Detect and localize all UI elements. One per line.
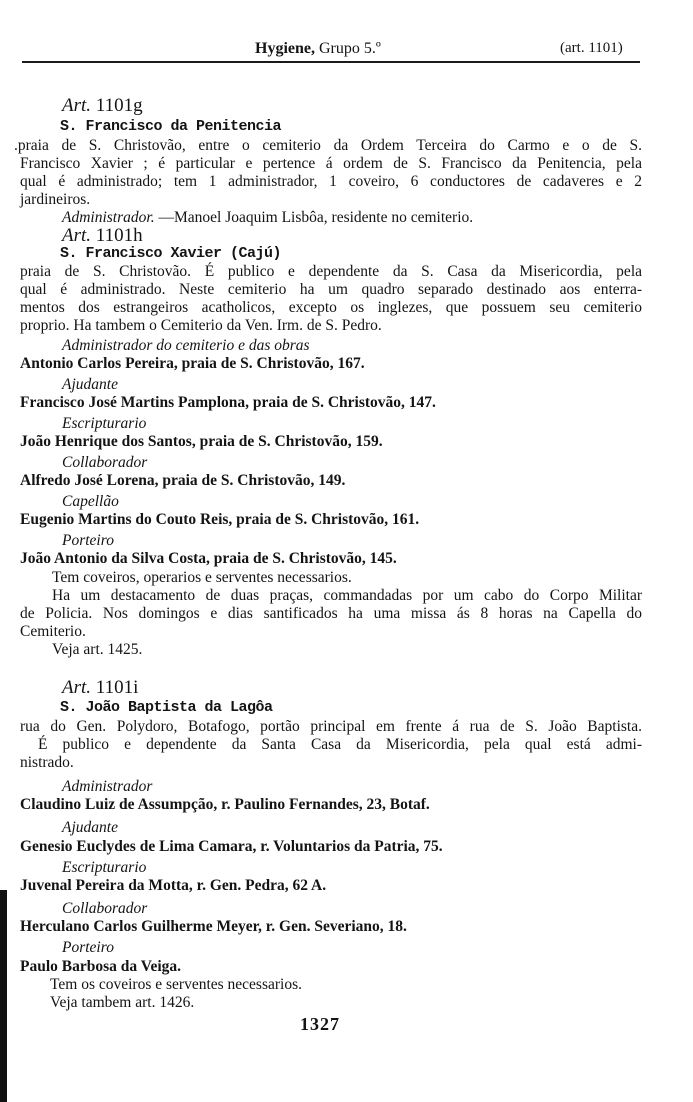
cemetery-title: S. Francisco Xavier (Cajú) bbox=[60, 245, 282, 262]
role-heading: Ajudante bbox=[62, 376, 118, 393]
header-subject: Hygiene, bbox=[255, 40, 315, 57]
staff-entry: Juvenal Pereira da Motta, r. Gen. Pedra, 62 A. bbox=[20, 877, 327, 894]
role-heading: Porteiro bbox=[62, 939, 114, 956]
role-heading: Escripturario bbox=[62, 859, 147, 876]
role-heading: Porteiro bbox=[62, 532, 114, 549]
staff-entry: Antonio Carlos Pereira, praia de S. Christovão, 167. bbox=[20, 355, 365, 372]
paragraph-line: nistrado. bbox=[20, 754, 74, 771]
article-label: Art. bbox=[62, 677, 92, 698]
header-article-ref: (art. 1101) bbox=[560, 40, 623, 56]
scan-edge-shadow bbox=[0, 890, 7, 1102]
role-heading: Administrador bbox=[62, 778, 153, 795]
staff-entry: Claudino Luiz de Assumpção, r. Paulino Fernandes, 23, Botaf. bbox=[20, 796, 430, 813]
role-heading: Capellão bbox=[62, 493, 119, 510]
article-number: 1101i bbox=[95, 677, 139, 698]
administrator-name: —Manoel Joaquim Lisbôa, residente no cemiterio. bbox=[154, 209, 474, 226]
paragraph-line: rua do Gen. Polydoro, Botafogo, portão principal em frente á rua de S. João Baptista. bbox=[20, 718, 642, 735]
role-heading: Collaborador bbox=[62, 454, 148, 471]
role-heading: Escripturario bbox=[62, 415, 147, 432]
staff-entry: Genesio Euclydes de Lima Camara, r. Voluntarios da Patria, 75. bbox=[20, 838, 443, 855]
article-heading bbox=[62, 97, 143, 115]
header-rule bbox=[22, 61, 640, 63]
article-heading bbox=[62, 679, 138, 697]
paragraph-line: Veja tambem art. 1426. bbox=[50, 994, 195, 1011]
staff-entry: Paulo Barbosa da Veiga. bbox=[20, 958, 182, 975]
page-number: 1327 bbox=[300, 1014, 340, 1034]
paragraph-line: Ha um destacamento de duas praças, commandadas por um cabo do Corpo Militar bbox=[52, 587, 642, 604]
paragraph-line: praia de S. Christovão. É publico e dependente da S. Casa da Misericordia, pela bbox=[20, 263, 642, 280]
role-heading: Collaborador bbox=[62, 900, 148, 917]
article-heading bbox=[62, 227, 143, 245]
staff-entry: Francisco José Martins Pamplona, praia de S. Christovão, 147. bbox=[20, 394, 436, 411]
role-heading: Administrador do cemiterio e das obras bbox=[62, 337, 310, 354]
article-number: 1101g bbox=[95, 95, 143, 116]
staff-entry: Alfredo José Lorena, praia de S. Christovão, 149. bbox=[20, 472, 346, 489]
staff-entry: João Antonio da Silva Costa, praia de S. Christovão, 145. bbox=[20, 550, 397, 567]
paragraph-line: qual é administrado; tem 1 administrador, 1 coveiro, 6 conductores de cadaveres e 2 bbox=[20, 173, 642, 190]
header-group: Grupo 5.º bbox=[319, 40, 381, 57]
paragraph-line: Cemiterio. bbox=[20, 623, 86, 640]
paragraph-line: de Policia. Nos domingos e dias santificados ha uma missa ás 8 horas na Capella do bbox=[20, 605, 642, 622]
role-heading: Ajudante bbox=[62, 819, 118, 836]
paragraph-line: .praia de S. Christovão, entre o cemiterio da Ordem Terceira do Carmo e o de S. bbox=[14, 137, 642, 154]
paragraph-line: Tem os coveiros e serventes necessarios. bbox=[50, 976, 302, 993]
article-label: Art. bbox=[62, 95, 92, 116]
paragraph-line: mentos dos estrangeiros acatholicos, excepto os inglezes, que possuem seu cemiterio bbox=[20, 299, 642, 316]
staff-entry: Eugenio Martins do Couto Reis, praia de S. Christovão, 161. bbox=[20, 511, 420, 528]
staff-entry: João Henrique dos Santos, praia de S. Christovão, 159. bbox=[20, 433, 383, 450]
paragraph-line: É publico e dependente da Santa Casa da Misericordia, pela qual está admi- bbox=[38, 736, 642, 753]
running-header-title bbox=[255, 40, 381, 58]
role-label: Administrador. bbox=[62, 209, 155, 226]
cemetery-title: S. Francisco da Penitencia bbox=[60, 118, 282, 135]
paragraph-line: proprio. Ha tambem o Cemiterio da Ven. Irm. de S. Pedro. bbox=[20, 317, 382, 334]
paragraph-line: Tem coveiros, operarios e serventes necessarios. bbox=[52, 569, 352, 586]
paragraph-line: Veja art. 1425. bbox=[52, 641, 143, 658]
cemetery-title: S. João Baptista da Lagôa bbox=[60, 699, 273, 716]
paragraph-line: Francisco Xavier ; é particular e pertence á ordem de S. Francisco da Penitencia, pela bbox=[20, 155, 642, 172]
staff-entry: Herculano Carlos Guilherme Meyer, r. Gen. Severiano, 18. bbox=[20, 918, 407, 935]
paragraph-line: qual é administrado. Neste cemiterio ha um quadro separado destinado aos enterra- bbox=[20, 281, 642, 298]
article-number: 1101h bbox=[95, 225, 143, 246]
paragraph-line: jardineiros. bbox=[20, 191, 91, 208]
article-label: Art. bbox=[62, 225, 92, 246]
